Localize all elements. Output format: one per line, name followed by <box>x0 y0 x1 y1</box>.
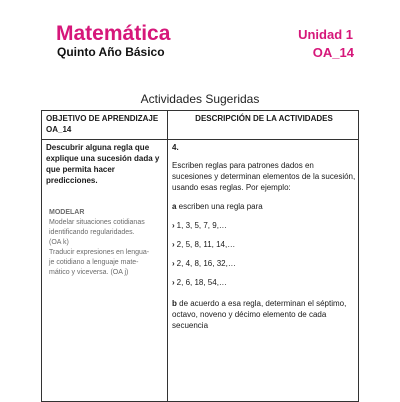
sequence-text: 2, 6, 18, 54,… <box>176 278 227 287</box>
sequence-text: 1, 3, 5, 7, 9,… <box>176 221 227 230</box>
bullet-arrow-icon: › <box>172 240 175 249</box>
part-b-letter: b <box>172 299 177 308</box>
part-b-text: de acuerdo a esa regla, determinan el séptimo, octavo, noveno y décimo elemento de cada secuencia <box>172 299 347 330</box>
sequence-item <box>172 277 356 288</box>
part-a-text: escriben una regla para <box>176 202 263 211</box>
sequence-text: 2, 5, 8, 11, 14,… <box>176 240 236 249</box>
sequence-item <box>172 258 356 269</box>
activity-intro: Escriben reglas para patrones dados en sucesiones y determinan elementos de la sucesión, usando esas reglas. Por ejemplo: <box>172 161 356 192</box>
sequence-item <box>172 239 356 250</box>
objective-text: Descubrir alguna regla que explique una sucesión dada y que permita hacer predicciones. <box>46 143 160 185</box>
header-objective: OBJETIVO DE APRENDIZAJE OA_14 <box>46 114 159 134</box>
activity-number: 4. <box>172 143 179 152</box>
modelar-line: Traducir expresiones en lengua- <box>49 249 150 256</box>
modelar-title: MODELAR <box>49 209 85 216</box>
part-b <box>172 298 356 331</box>
column-divider <box>167 111 168 401</box>
subject-title: Matemática <box>56 22 171 45</box>
part-a <box>172 201 356 212</box>
objective-cell <box>46 142 164 278</box>
modelar-line: identificando regularidades. <box>49 229 135 236</box>
activities-table <box>41 110 359 402</box>
oa-label: OA_14 <box>312 45 354 60</box>
modelar-line: Modelar situaciones cotidianas <box>49 219 145 226</box>
modelar-line: je cotidiano a lenguaje mate- <box>49 259 139 266</box>
header-description: DESCRIPCIÓN DE LA ACTIVIDADES <box>195 114 333 123</box>
part-a-letter: a <box>172 202 177 211</box>
unit-label: Unidad 1 <box>298 27 353 42</box>
section-title: Actividades Sugeridas <box>140 92 260 106</box>
bullet-arrow-icon: › <box>172 259 175 268</box>
description-cell <box>172 142 356 331</box>
modelar-line: mático y viceversa. (OA j) <box>49 269 129 276</box>
page-header <box>0 0 400 70</box>
grade-label: Quinto Año Básico <box>57 45 165 59</box>
bullet-arrow-icon: › <box>172 278 175 287</box>
sequence-text: 2, 4, 8, 16, 32,… <box>176 259 236 268</box>
modelar-block <box>49 208 164 278</box>
sequence-item <box>172 220 356 231</box>
modelar-line: (OA k) <box>49 239 69 246</box>
header-row-divider <box>42 139 358 140</box>
bullet-arrow-icon: › <box>172 221 175 230</box>
